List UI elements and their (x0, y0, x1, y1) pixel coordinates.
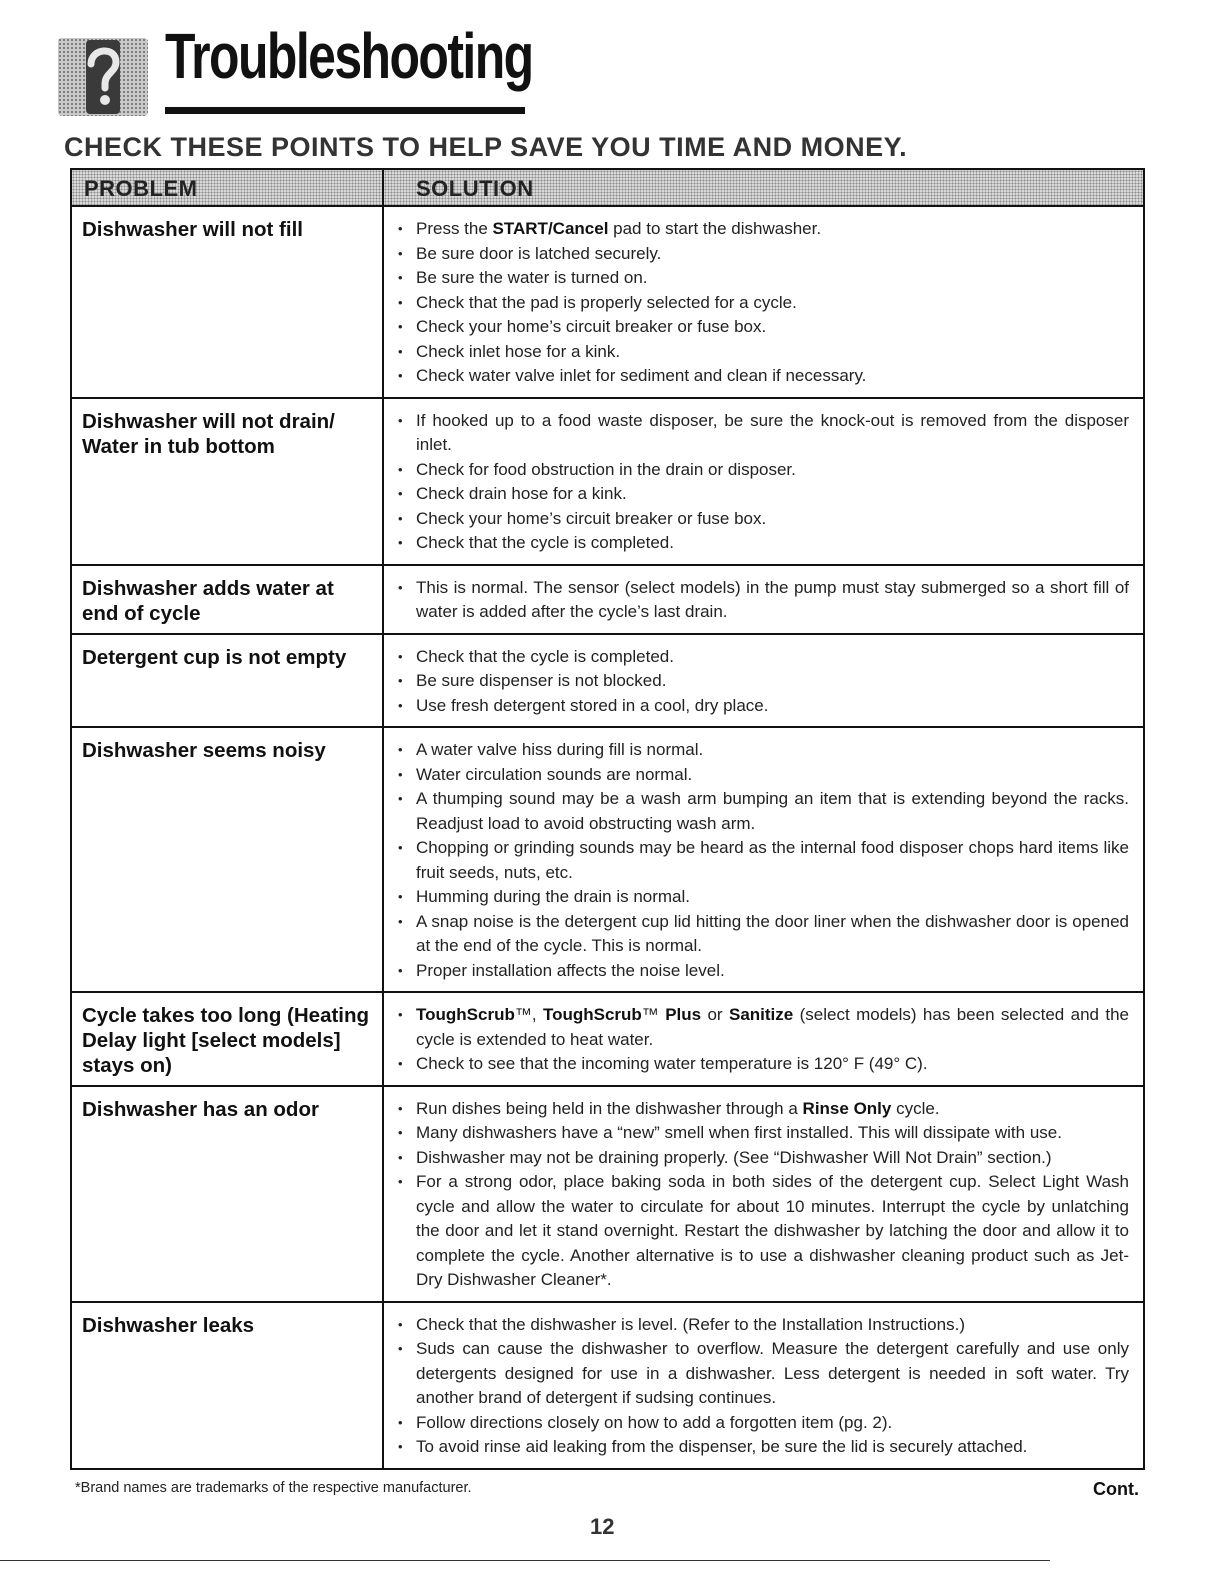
solution-item: • Check that the cycle is completed. (396, 531, 1129, 556)
solution-item: • Check for food obstruction in the drain or disposer. (396, 458, 1129, 483)
solution-item: • Suds can cause the dishwasher to overflow. Measure the detergent carefully and use only detergents designed for use in a dishwasher. Less detergent is needed in soft water. Try another brand of detergent if sudsing continues. (396, 1337, 1129, 1411)
problem-cell: Detergent cup is not empty (72, 635, 384, 727)
page-number: 12 (590, 1514, 615, 1539)
trademark-footnote: *Brand names are trademarks of the respective manufacturer. (75, 1480, 472, 1496)
column-header-problem: PROBLEM (72, 170, 384, 205)
problem-cell: Cycle takes too long (Heating Delay light [select models] stays on) (72, 993, 384, 1085)
problem-cell: Dishwasher leaks (72, 1303, 384, 1468)
continued-label: Cont. (1093, 1479, 1139, 1499)
solution-item: • ToughScrub™, ToughScrub™ Plus or Sanitize (select models) has been selected and the cycle is extended to heat water. (396, 1003, 1129, 1052)
table-row (72, 207, 1143, 399)
table-row (72, 566, 1143, 635)
solution-cell (384, 993, 1143, 1085)
solution-list (396, 1097, 1129, 1293)
solution-list (396, 738, 1129, 983)
solution-list (396, 409, 1129, 556)
solution-item: • Check that the dishwasher is level. (Refer to the Installation Instructions.) (396, 1313, 1129, 1338)
solution-item: • A snap noise is the detergent cup lid hitting the door liner when the dishwasher door is opened at the end of the cycle. This is normal. (396, 910, 1129, 959)
solution-item: • A thumping sound may be a wash arm bumping an item that is extending beyond the racks. Readjust load to avoid obstructing wash arm. (396, 787, 1129, 836)
solution-item: • For a strong odor, place baking soda in both sides of the detergent cup. Select Light Wash cycle and allow the water to circulate for about 10 minutes. Interrupt the cycle by unlatching the door and let it stand overnight. Restart the dishwasher by latching the door and allow it to complete the cycle. Another alternative is to use a dishwasher cleaning product such as Jet-Dry Dishwasher Cleaner*. (396, 1170, 1129, 1293)
solution-list (396, 576, 1129, 625)
solution-item: • Humming during the drain is normal. (396, 885, 1129, 910)
table-body (72, 207, 1143, 1468)
table-row (72, 399, 1143, 566)
solution-item: • This is normal. The sensor (select models) in the pump must stay submerged so a short fill of water is added after the cycle’s last drain. (396, 576, 1129, 625)
page-title: Troubleshooting (165, 20, 533, 92)
troubleshooting-table (70, 168, 1145, 1470)
problem-cell: Dishwasher will not drain/ Water in tub bottom (72, 399, 384, 564)
table-row (72, 1303, 1143, 1468)
solution-list (396, 645, 1129, 719)
solution-item: • Check drain hose for a kink. (396, 482, 1129, 507)
problem-cell: Dishwasher seems noisy (72, 728, 384, 991)
solution-item: • Follow directions closely on how to add a forgotten item (pg. 2). (396, 1411, 1129, 1436)
problem-cell: Dishwasher adds water at end of cycle (72, 566, 384, 633)
solution-item: • Chopping or grinding sounds may be heard as the internal food disposer chops hard items like fruit seeds, nuts, etc. (396, 836, 1129, 885)
solution-item: • Proper installation affects the noise level. (396, 959, 1129, 984)
solution-cell (384, 207, 1143, 397)
table-row (72, 993, 1143, 1087)
solution-cell (384, 399, 1143, 564)
table-row (72, 1087, 1143, 1303)
question-mark-icon (58, 38, 148, 116)
title-underline (165, 107, 525, 114)
solution-item: • Press the START/Cancel pad to start the dishwasher. (396, 217, 1129, 242)
solution-list (396, 217, 1129, 389)
solution-cell (384, 728, 1143, 991)
solution-item: • Use fresh detergent stored in a cool, dry place. (396, 694, 1129, 719)
solution-item: • Be sure the water is turned on. (396, 266, 1129, 291)
solution-item: • Check that the cycle is completed. (396, 645, 1129, 670)
solution-cell (384, 635, 1143, 727)
bottom-divider (0, 1560, 1050, 1561)
solution-item: • Check your home’s circuit breaker or fuse box. (396, 507, 1129, 532)
table-row (72, 728, 1143, 993)
solution-item: • Dishwasher may not be draining properly. (See “Dishwasher Will Not Drain” section.) (396, 1146, 1129, 1171)
solution-list (396, 1313, 1129, 1460)
solution-cell (384, 566, 1143, 633)
table-row (72, 635, 1143, 729)
page-subtitle: CHECK THESE POINTS TO HELP SAVE YOU TIME AND MONEY. (64, 132, 908, 162)
solution-item: • Check water valve inlet for sediment and clean if necessary. (396, 364, 1129, 389)
solution-item: • If hooked up to a food waste disposer, be sure the knock-out is removed from the disposer inlet. (396, 409, 1129, 458)
solution-item: • Water circulation sounds are normal. (396, 763, 1129, 788)
problem-cell: Dishwasher has an odor (72, 1087, 384, 1301)
solution-item: • Many dishwashers have a “new” smell when first installed. This will dissipate with use. (396, 1121, 1129, 1146)
problem-cell: Dishwasher will not fill (72, 207, 384, 397)
column-header-solution: SOLUTION (416, 176, 534, 201)
solution-item: • Be sure dispenser is not blocked. (396, 669, 1129, 694)
solution-item: • A water valve hiss during fill is normal. (396, 738, 1129, 763)
solution-item: • Check to see that the incoming water temperature is 120° F (49° C). (396, 1052, 1129, 1077)
solution-item: • To avoid rinse aid leaking from the dispenser, be sure the lid is securely attached. (396, 1435, 1129, 1460)
solution-list (396, 1003, 1129, 1077)
solution-cell (384, 1087, 1143, 1301)
solution-item: • Check your home’s circuit breaker or fuse box. (396, 315, 1129, 340)
solution-item: • Check inlet hose for a kink. (396, 340, 1129, 365)
table-header (72, 170, 1143, 207)
solution-item: • Be sure door is latched securely. (396, 242, 1129, 267)
solution-cell (384, 1303, 1143, 1468)
solution-item: • Check that the pad is properly selected for a cycle. (396, 291, 1129, 316)
solution-item: • Run dishes being held in the dishwasher through a Rinse Only cycle. (396, 1097, 1129, 1122)
